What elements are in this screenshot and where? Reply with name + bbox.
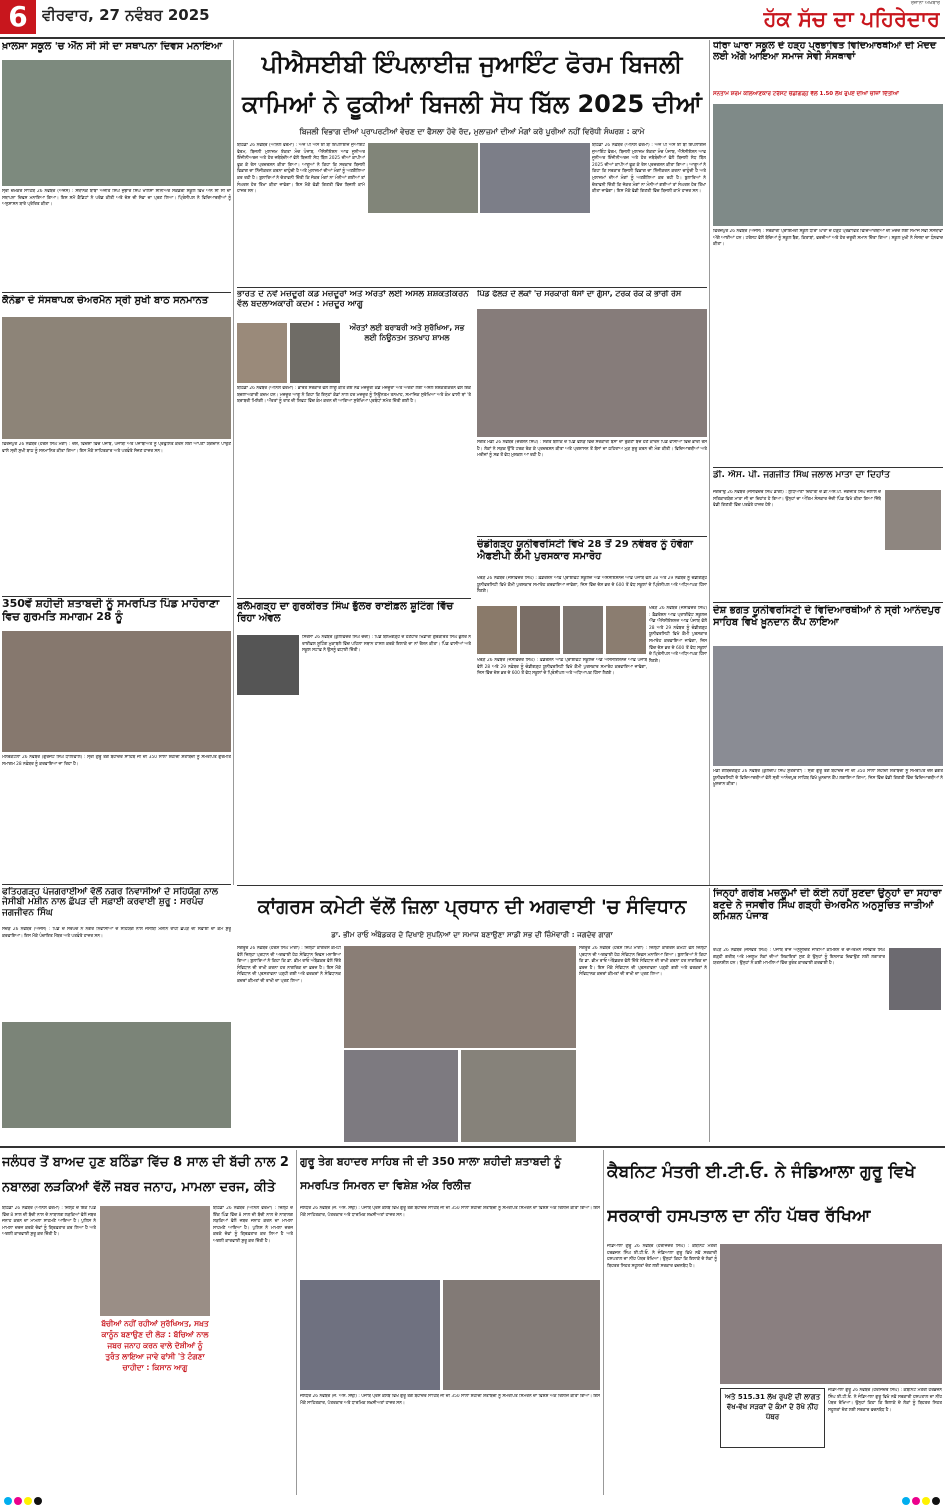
registration-mark-yellow <box>24 1497 32 1505</box>
photo-village-protest <box>477 309 707 437</box>
photo-pond-cleaning <box>2 1022 231 1128</box>
rule <box>0 1146 945 1148</box>
article-body: ਫਿਰੋਜ਼ਪੁਰ 26 ਨਵੰਬਰ (ਐਜੰਸ) : ਸਰਕਾਰੀ ਪ੍ਰਾਇਮਰੀ ਸਕੂਲ ਧੀਰਾ ਘਾਰਾ ਦੇ ਹੜ੍ਹ ਪ੍ਰਭਾਵਿਤ ਵਿਦਿਆਰਥੀਆਂ ਦੀ ਮਦਦ ਲਈ ਸਮਾਜ ਸੇਵੀ ਸੰਸਥਾਵਾਂ ਅੱਗੇ ਆਈਆਂ ਹਨ। ਟਰੱਸਟ ਵੱਲੋਂ ਬੱਚਿਆਂ ਨੂੰ ਸਕੂਲ ਬੈਗ, ਕਿਤਾਬਾਂ, ਵਰਦੀਆਂ ਅਤੇ ਹੋਰ ਜ਼ਰੂਰੀ ਸਮਾਨ ਦਿੱਤਾ ਗਿਆ। ਸਕੂਲ ਮੁਖੀ ਨੇ ਸੰਸਥਾ ਦਾ ਧੰਨਵਾਦ ਕੀਤਾ। <box>713 229 943 248</box>
brand-tag: ਰੋਜ਼ਾਨਾ ਅਖ਼ਬਾਰ <box>910 0 940 6</box>
photo-shooter <box>237 635 299 695</box>
headline: ਦੇਸ਼ ਭਗਤ ਯੂਨੀਵਰਸਿਟੀ ਦੇ ਵਿਦਿਆਰਥੀਆਂ ਨੇ ਸ੍ਰੀ ਆਨੰਦਪੁਰ ਸਾਹਿਬ ਵਿਖੇ ਖ਼ੂਨਦਾਨ ਕੈਂਪ ਲਾਇਆ <box>713 605 941 628</box>
headline: ਪਿੰਡ ਫੱਲੜ ਦੇ ਲੋਕਾਂ 'ਚ ਸਰਕਾਰੀ ਥੱਸਾਂ ਦਾ ਗੁੱਸਾ, ਟਰਕ ਰੋਕ ਕੇ ਭਾਰੀ ਰੋਸ <box>477 290 682 298</box>
headline: ਕਾਂਗਰਸ ਕਮੇਟੀ ਵੱਲੋਂ ਜ਼ਿਲਾ ਪ੍ਰਧਾਨ ਦੀ ਅਗਵਾਈ 'ਚ ਸੰਵਿਧਾਨ <box>257 896 687 918</box>
headline: ਖ਼ਾਲਸਾ ਸਕੂਲ 'ਚ ਐੱਨ ਸੀ ਸੀ ਦਾ ਸਥਾਪਨਾ ਦਿਵਸ ਮਨਾਇਆ <box>2 41 222 52</box>
photo-foundation-stone <box>720 1244 942 1384</box>
photo-congress-workers <box>344 1050 458 1142</box>
column-divider <box>709 888 710 1142</box>
photo-chairman-portrait <box>889 948 941 1010</box>
photo-portrait-leader <box>290 323 340 383</box>
photo-employees-protest <box>368 143 478 213</box>
photo-bill-burning <box>480 143 590 213</box>
registration-mark-magenta <box>912 1497 920 1505</box>
photo-honour-ceremony <box>2 317 231 439</box>
headline: ਕੈਬਨਿਟ ਮੰਤਰੀ ਈ.ਟੀ.ਓ. ਨੇ ਜੰਡਿਆਲਾ ਗੁਰੂ ਵਿਖੇ ਸਰਕਾਰੀ ਹਸਪਤਾਲ ਦਾ ਨੀਂਹ ਪੱਥਰ ਰੱਖਿਆ <box>607 1162 916 1226</box>
pull-quote: ਔਰਤਾਂ ਲਈ ਬਰਾਬਰੀ ਅਤੇ ਸੁਰੱਖਿਆ, ਸਭ ਲਈ ਨਿਊਨਤਮ ਤਨਖਾਹ ਸ਼ਾਮਲ <box>349 323 465 342</box>
registration-mark-black <box>932 1497 940 1505</box>
column-divider <box>296 1150 297 1495</box>
column-divider <box>603 1150 604 1495</box>
article-body: ਬਠਿੰਡਾ 26 ਨਵੰਬਰ (ਅਨਿਲ ਵਰਮਾ) : ਜ਼ਿਲ੍ਹੇ ਦੇ ਇੱਕ ਪਿੰਡ ਵਿੱਚ 8 ਸਾਲ ਦੀ ਬੱਚੀ ਨਾਲ ਦੋ ਨਾਬਾਲਗ ਲੜਕਿਆਂ ਵੱਲੋਂ ਜਬਰ ਜਨਾਹ ਕਰਨ ਦਾ ਮਾਮਲਾ ਸਾਹਮਣੇ ਆਇਆ ਹੈ। ਪੁਲਿਸ ਨੇ ਮਾਮਲਾ ਦਰਜ ਕਰਕੇ ਦੋਵਾਂ ਨੂੰ ਗ੍ਰਿਫ਼ਤਾਰ ਕਰ ਲਿਆ ਹੈ ਅਤੇ ਅਗਲੀ ਕਾਰਵਾਈ ਸ਼ੁਰੂ ਕਰ ਦਿੱਤੀ ਹੈ। <box>213 1206 293 1244</box>
article-body: ਜਗਰਾਉਂ 26 ਨਵੰਬਰ (ਜਸਵਿੰਦਰ ਸਿੰਘ ਡਾਂਗੀ) : ਲੁਧਿਆਣਾ ਦਿਹਾਤੀ ਦੇ ਡੀ.ਐਸ.ਪੀ. ਜਗਜੀਤ ਸਿੰਘ ਜਲਾਲ ਦੇ ਸਤਿਕਾਰਯੋਗ ਮਾਤਾ ਜੀ ਦਾ ਦਿਹਾਂਤ ਹੋ ਗਿਆ। ਉਨ੍ਹਾਂ ਦਾ ਅੰਤਿਮ ਸੰਸਕਾਰ ਜੱਦੀ ਪਿੰਡ ਵਿਖੇ ਕੀਤਾ ਗਿਆ ਜਿੱਥੇ ਵੱਡੀ ਗਿਣਤੀ ਵਿੱਚ ਪਤਵੰਤੇ ਹਾਜ਼ਰ ਹੋਏ। <box>713 490 881 509</box>
subhead: ਸਨਤਾਮ ਸ਼ਰਮ ਕਲਿਆਣਕਾਰ ਟਰੱਸਟ ਚੰਡੀਗੜ੍ਹ ਵੱਲੋਂ 1.50 ਲੱਖ ਰੁਪਏ ਦੀਆਂ ਚੀਜ਼ਾਂ ਦਿੱਤੀਆਂ <box>713 91 899 97</box>
headline: ਧੀਰਾ ਘਾਰਾ ਸਕੂਲ ਦੇ ਹੜ੍ਹ ਪ੍ਰਭਾਵਿਤ ਵਿਦਿਆਰਥੀਆਂ ਦੀ ਮੱਦਦ ਲਈ ਅੱਗੇ ਆਇਆ ਸਮਾਜ ਸੇਵੀ ਸੰਸਥਾਵਾਂ <box>713 41 937 62</box>
registration-mark-black <box>34 1497 42 1505</box>
article-body: ਮੰਡੀ ਗੋਬਿੰਦਗੜ੍ਹ 26 ਨਵੰਬਰ (ਕੁਲਦੀਪ ਸਿੰਘ ਸ਼ੁਤਰਾਣਾ) : ਸ੍ਰੀ ਗੁਰੂ ਤੇਗ ਬਹਾਦਰ ਜੀ ਦੀ 350 ਸਾਲਾ ਸ਼ਹੀਦੀ ਸ਼ਤਾਬਦੀ ਨੂੰ ਸਮਰਪਿਤ ਦੇਸ਼ ਭਗਤ ਯੂਨੀਵਰਸਿਟੀ ਦੇ ਵਿਦਿਆਰਥੀਆਂ ਵੱਲੋਂ ਸ੍ਰੀ ਆਨੰਦਪੁਰ ਸਾਹਿਬ ਵਿਖੇ ਖ਼ੂਨਦਾਨ ਕੈਂਪ ਲਗਾਇਆ ਗਿਆ, ਜਿਸ ਵਿੱਚ ਵੱਡੀ ਗਿਣਤੀ ਵਿੱਚ ਵਿਦਿਆਰਥੀਆਂ ਨੇ ਖ਼ੂਨਦਾਨ ਕੀਤਾ। <box>713 769 943 788</box>
headline: ਬਲੱਮਗੜ੍ਹ ਦਾ ਗੁਰਕੀਰਤ ਸਿੰਘ ਭੁੱਲਰ ਰਾਈਫ਼ਲ ਸ਼ੂਟਿੰਗ ਵਿੱਚ ਰਿਹਾ ਅੱਵਲ <box>237 601 454 624</box>
article-body: ਬਠਿੰਡਾ 26 ਨਵੰਬਰ (ਅਨਿਲ ਵਰਮਾ) : ਭਾਰਤ ਸਰਕਾਰ ਵੱਲੋਂ ਲਾਗੂ ਕੀਤੇ ਗਏ ਨਵੇਂ ਮਜ਼ਦੂਰੀ ਕੋਡ ਮਜ਼ਦੂਰਾਂ ਅਤੇ ਔਰਤਾਂ ਲਈ ਅਸਲ ਸ਼ਸ਼ਕਤੀਕਰਨ ਵੱਲ ਇੱਕ ਬਦਲਾਅਕਾਰੀ ਕਦਮ ਹਨ। ਮਜ਼ਦੂਰ ਆਗੂ ਨੇ ਕਿਹਾ ਕਿ ਇਨ੍ਹਾਂ ਕੋਡਾਂ ਨਾਲ ਹਰ ਮਜ਼ਦੂਰ ਨੂੰ ਨਿਊਨਤਮ ਤਨਖਾਹ, ਸਮਾਜਿਕ ਸੁਰੱਖਿਆ ਅਤੇ ਕੰਮ ਵਾਲੀ ਥਾਂ 'ਤੇ ਬਰਾਬਰੀ ਮਿਲੇਗੀ। ਔਰਤਾਂ ਨੂੰ ਰਾਤ ਦੀ ਸ਼ਿਫਟ ਵਿੱਚ ਕੰਮ ਕਰਨ ਦੀ ਆਗਿਆ ਸੁਰੱਖਿਆ ਪ੍ਰਬੰਧਾਂ ਸਮੇਤ ਦਿੱਤੀ ਗਈ ਹੈ। <box>237 386 471 405</box>
article-body: ਖਰੜ 26 ਨਵੰਬਰ (ਜਸਵਿੰਦਰ ਸਿੰਘ) : ਫ਼ੈਡਰੇਸ਼ਨ ਆਫ਼ ਪ੍ਰਾਈਵੇਟ ਸਕੂਲਜ਼ ਐਂਡ ਐਸੋਸੀਏਸ਼ਨਜ਼ ਆਫ਼ ਪੰਜਾਬ ਵੱਲੋਂ 28 ਅਤੇ 29 ਨਵੰਬਰ ਨੂੰ ਚੰਡੀਗੜ੍ਹ ਯੂਨੀਵਰਸਿਟੀ ਵਿਖੇ ਕੌਮੀ ਪੁਰਸਕਾਰ ਸਮਾਰੋਹ ਕਰਵਾਇਆ ਜਾਵੇਗਾ, ਜਿਸ ਵਿੱਚ ਦੇਸ਼ ਭਰ ਦੇ 600 ਤੋਂ ਵੱਧ ਸਕੂਲਾਂ ਦੇ ਪ੍ਰਿੰਸੀਪਲ ਅਤੇ ਅਧਿਆਪਕ ਹਿੱਸਾ ਲੈਣਗੇ। <box>477 658 647 677</box>
article-body: ਜੰਡਿਆਲਾ ਗੁਰੂ 26 ਨਵੰਬਰ (ਹਰਜਿੰਦਰ ਸਿੰਘ) : ਕੈਬਨਿਟ ਮੰਤਰੀ ਹਰਭਜਨ ਸਿੰਘ ਈ.ਟੀ.ਓ. ਨੇ ਜੰਡਿਆਲਾ ਗੁਰੂ ਵਿਖੇ ਨਵੇਂ ਸਰਕਾਰੀ ਹਸਪਤਾਲ ਦਾ ਨੀਂਹ ਪੱਥਰ ਰੱਖਿਆ। ਉਨ੍ਹਾਂ ਕਿਹਾ ਕਿ ਇਲਾਕੇ ਦੇ ਲੋਕਾਂ ਨੂੰ ਬਿਹਤਰ ਸਿਹਤ ਸਹੂਲਤਾਂ ਦੇਣ ਲਈ ਸਰਕਾਰ ਵਚਨਬੱਧ ਹੈ। <box>828 1388 942 1413</box>
lead-headline: ਪੀਐਸਈਬੀ ਇੰਪਲਾਈਜ਼ ਜੁਆਇੰਟ ਫੋਰਮ ਬਿਜਲੀ ਕਾਮਿਆਂ ਨੇ ਫੂਕੀਆਂ ਬਿਜਲੀ ਸੋਧ ਬਿੱਲ 2025 ਦੀਆਂ <box>242 50 702 118</box>
lead-subhead: ਬਿਜਲੀ ਵਿਭਾਗ ਦੀਆਂ ਪ੍ਰਾਪਰਟੀਆਂ ਵੇਚਣ ਦਾ ਫੈਸਲਾ ਹੋਵੇ ਰੱਦ, ਮੁਲਾਜ਼ਮਾਂ ਦੀਆਂ ਮੰਗਾਂ ਕਰੋ ਪੂਰੀਆਂ ਨਹੀਂ ਵਿਰੋਧੀ ਸੰਘਰਸ਼ : ਕਾਮੇ <box>299 127 645 136</box>
article-body: ਖਰੜ 26 ਨਵੰਬਰ (ਜਸਵਿੰਦਰ ਸਿੰਘ) : ਫ਼ੈਡਰੇਸ਼ਨ ਆਫ਼ ਪ੍ਰਾਈਵੇਟ ਸਕੂਲਜ਼ ਐਂਡ ਐਸੋਸੀਏਸ਼ਨਜ਼ ਆਫ਼ ਪੰਜਾਬ ਵੱਲੋਂ 28 ਅਤੇ 29 ਨਵੰਬਰ ਨੂੰ ਚੰਡੀਗੜ੍ਹ ਯੂਨੀਵਰਸਿਟੀ ਵਿਖੇ ਕੌਮੀ ਪੁਰਸਕਾਰ ਸਮਾਰੋਹ ਕਰਵਾਇਆ ਜਾਵੇਗਾ, ਜਿਸ ਵਿੱਚ ਦੇਸ਼ ਭਰ ਦੇ 600 ਤੋਂ ਵੱਧ ਸਕੂਲਾਂ ਦੇ ਪ੍ਰਿੰਸੀਪਲ ਅਤੇ ਅਧਿਆਪਕ ਹਿੱਸਾ ਲੈਣਗੇ। <box>477 576 707 595</box>
article-body: ਬਠਿੰਡਾ 26 ਨਵੰਬਰ (ਅਨਿਲ ਵਰਮਾ) : ਅੱਜ ਪੀ ਐਸ ਈ ਬੀ ਇੰਪਲਾਈਜ਼ ਜੁਆਇੰਟ ਫੋਰਮ, ਬਿਜਲੀ ਮੁਲਾਜ਼ਮ ਏਕਤਾ ਮੰਚ ਪੰਜਾਬ, ਐਸੋਸੀਏਸ਼ਨ ਆਫ ਜੂਨੀਅਰ ਇੰਜੀਨੀਅਰਜ਼ ਅਤੇ ਹੋਰ ਜਥੇਬੰਦੀਆਂ ਵੱਲੋਂ ਬਿਜਲੀ ਸੋਧ ਬਿੱਲ 2025 ਦੀਆਂ ਕਾਪੀਆਂ ਫੂਕ ਕੇ ਰੋਸ ਪ੍ਰਦਰਸ਼ਨ ਕੀਤਾ ਗਿਆ। ਆਗੂਆਂ ਨੇ ਕਿਹਾ ਕਿ ਸਰਕਾਰ ਬਿਜਲੀ ਵਿਭਾਗ ਦਾ ਨਿੱਜੀਕਰਨ ਕਰਨਾ ਚਾਹੁੰਦੀ ਹੈ ਅਤੇ ਮੁਲਾਜ਼ਮਾਂ ਦੀਆਂ ਮੰਗਾਂ ਨੂੰ ਅਣਗੌਲਿਆ ਕਰ ਰਹੀ ਹੈ। ਬੁਲਾਰਿਆਂ ਨੇ ਚੇਤਾਵਨੀ ਦਿੱਤੀ ਕਿ ਜੇਕਰ ਮੰਗਾਂ ਨਾ ਮੰਨੀਆਂ ਗਈਆਂ ਤਾਂ ਸੰਘਰਸ਼ ਹੋਰ ਤਿੱਖਾ ਕੀਤਾ ਜਾਵੇਗਾ। ਇਸ ਮੌਕੇ ਵੱਡੀ ਗਿਣਤੀ ਵਿੱਚ ਬਿਜਲੀ ਕਾਮੇ ਹਾਜ਼ਰ ਸਨ। <box>237 143 365 195</box>
article-body: ਜਲੰਧਰ 26 ਨਵੰਬਰ (ਜੇ. ਐਸ. ਸੋਢੀ) : ਪੰਜਾਬ ਪ੍ਰੈਸ ਕਲੱਬ ਵਿਖੇ ਗੁਰੂ ਤੇਗ ਬਹਾਦਰ ਸਾਹਿਬ ਜੀ ਦੀ 350 ਸਾਲਾ ਸ਼ਹੀਦੀ ਸ਼ਤਾਬਦੀ ਨੂੰ ਸਮਰਪਿਤ ਸਿਮਰਨ ਦਾ ਵਿਸ਼ੇਸ਼ ਅੰਕ ਰਿਲੀਜ਼ ਕੀਤਾ ਗਿਆ। ਇਸ ਮੌਕੇ ਸਾਹਿਤਕਾਰ, ਪੱਤਰਕਾਰ ਅਤੇ ਧਾਰਮਿਕ ਸ਼ਖ਼ਸੀਅਤਾਂ ਹਾਜ਼ਰ ਸਨ। <box>300 1394 600 1406</box>
rule <box>713 467 943 468</box>
article-body: ਰੋਪੜ 26 ਨਵੰਬਰ (ਜਸਵੰਤ ਸਿੰਘ) : ਪੰਜਾਬ ਰਾਜ ਅਨੁਸੂਚਿਤ ਜਾਤੀਆਂ ਕਮਿਸ਼ਨ ਦੇ ਚੇਅਰਮੈਨ ਜਸਵੀਰ ਸਿੰਘ ਗੜ੍ਹੀ ਗਰੀਬ ਅਤੇ ਮਜ਼ਲੂਮ ਲੋਕਾਂ ਦੀਆਂ ਸ਼ਿਕਾਇਤਾਂ ਸੁਣ ਕੇ ਉਨ੍ਹਾਂ ਨੂੰ ਇਨਸਾਫ਼ ਦਿਵਾਉਣ ਲਈ ਲਗਾਤਾਰ ਯਤਨਸ਼ੀਲ ਹਨ। ਉਨ੍ਹਾਂ ਨੇ ਕਈ ਮਾਮਲਿਆਂ ਵਿੱਚ ਤੁਰੰਤ ਕਾਰਵਾਈ ਕਰਵਾਈ ਹੈ। <box>713 948 885 967</box>
article-body: ਮਲੇਰਕੋਟਲਾ 26 ਨਵੰਬਰ (ਗੁਰਜੰਟ ਸਿੰਘ ਧਾਲੀਵਾਲ) : ਸ੍ਰੀ ਗੁਰੂ ਤੇਗ ਬਹਾਦਰ ਸਾਹਿਬ ਜੀ ਦੀ 350 ਸਾਲਾ ਸ਼ਹੀਦੀ ਸ਼ਤਾਬਦੀ ਨੂੰ ਸਮਰਪਿਤ ਗੁਰਮਤਿ ਸਮਾਗਮ 28 ਨਵੰਬਰ ਨੂੰ ਕਰਵਾਇਆ ਜਾ ਰਿਹਾ ਹੈ। <box>2 755 231 767</box>
article-body: ਫਿਰੋਜ਼ਪੁਰ 26 ਨਵੰਬਰ (ਹਰਸ਼ ਸਿੰਘ ਮੋਂਗਾ) : ਦੇਸ਼, ਵਿਦੇਸ਼ਾਂ ਵਿੱਚ ਪੰਜਾਬ, ਪੰਜਾਬੀ ਅਤੇ ਪੰਜਾਬੀਅਤ ਨੂੰ ਪ੍ਰਫੁੱਲਿਤ ਕਰਨ ਲਈ ਆਪਣਾ ਯੋਗਦਾਨ ਪਾਉਣ ਵਾਲੇ ਸ੍ਰੀ ਸੁਖੀ ਬਾਠ ਨੂੰ ਸਨਮਾਨਿਤ ਕੀਤਾ ਗਿਆ। ਇਸ ਮੌਕੇ ਸਾਹਿਤਕਾਰ ਅਤੇ ਪਤਵੰਤੇ ਸੱਜਣ ਹਾਜ਼ਰ ਸਨ। <box>2 442 231 454</box>
rule <box>2 292 231 293</box>
photo-students-help <box>713 104 943 226</box>
photo-obituary-portrait <box>885 490 941 550</box>
article-body: ਸੰਗਰੂਰ 26 ਨਵੰਬਰ (ਹਰਸ਼ ਸਿੰਘ ਮਾਂਗਾ) : ਜ਼ਿਲ੍ਹਾ ਕਾਂਗਰਸ ਕਮੇਟੀ ਵੱਲੋਂ ਜ਼ਿਲ੍ਹਾ ਪ੍ਰਧਾਨ ਦੀ ਅਗਵਾਈ ਹੇਠ ਸੰਵਿਧਾਨ ਦਿਵਸ ਮਨਾਇਆ ਗਿਆ। ਬੁਲਾਰਿਆਂ ਨੇ ਕਿਹਾ ਕਿ ਡਾ. ਭੀਮ ਰਾਓ ਅੰਬੇਡਕਰ ਵੱਲੋਂ ਦਿੱਤੇ ਸੰਵਿਧਾਨ ਦੀ ਰਾਖੀ ਕਰਨਾ ਹਰ ਨਾਗਰਿਕ ਦਾ ਫ਼ਰਜ਼ ਹੈ। ਇਸ ਮੌਕੇ ਸੰਵਿਧਾਨ ਦੀ ਪ੍ਰਸਤਾਵਨਾ ਪੜ੍ਹੀ ਗਈ ਅਤੇ ਵਰਕਰਾਂ ਨੇ ਸੰਵਿਧਾਨਕ ਕਦਰਾਂ ਕੀਮਤਾਂ ਦੀ ਰਾਖੀ ਦਾ ਪ੍ਰਣ ਲਿਆ। <box>579 946 707 978</box>
registration-mark-cyan <box>4 1497 12 1505</box>
photo-blood-donation <box>713 646 943 766</box>
article-body: ਜੰਡਿਆਲਾ ਗੁਰੂ 26 ਨਵੰਬਰ (ਹਰਜਿੰਦਰ ਸਿੰਘ) : ਕੈਬਨਿਟ ਮੰਤਰੀ ਹਰਭਜਨ ਸਿੰਘ ਈ.ਟੀ.ਓ. ਨੇ ਜੰਡਿਆਲਾ ਗੁਰੂ ਵਿਖੇ ਨਵੇਂ ਸਰਕਾਰੀ ਹਸਪਤਾਲ ਦਾ ਨੀਂਹ ਪੱਥਰ ਰੱਖਿਆ। ਉਨ੍ਹਾਂ ਕਿਹਾ ਕਿ ਇਲਾਕੇ ਦੇ ਲੋਕਾਂ ਨੂੰ ਬਿਹਤਰ ਸਿਹਤ ਸਹੂਲਤਾਂ ਦੇਣ ਲਈ ਸਰਕਾਰ ਵਚਨਬੱਧ ਹੈ। <box>607 1244 717 1269</box>
photo-magazine-release <box>300 1280 440 1390</box>
article-body: ਜਲੰਧਰ 26 ਨਵੰਬਰ (ਜੇ. ਐਸ. ਸੋਢੀ) : ਪੰਜਾਬ ਪ੍ਰੈਸ ਕਲੱਬ ਵਿਖੇ ਗੁਰੂ ਤੇਗ ਬਹਾਦਰ ਸਾਹਿਬ ਜੀ ਦੀ 350 ਸਾਲਾ ਸ਼ਹੀਦੀ ਸ਼ਤਾਬਦੀ ਨੂੰ ਸਮਰਪਿਤ ਸਿਮਰਨ ਦਾ ਵਿਸ਼ੇਸ਼ ਅੰਕ ਰਿਲੀਜ਼ ਕੀਤਾ ਗਿਆ। ਇਸ ਮੌਕੇ ਸਾਹਿਤਕਾਰ, ਪੱਤਰਕਾਰ ਅਤੇ ਧਾਰਮਿਕ ਸ਼ਖ਼ਸੀਅਤਾਂ ਹਾਜ਼ਰ ਸਨ। <box>300 1206 600 1218</box>
headline: ਭਾਰਤ ਦੇ ਨਵੇਂ ਮਜ਼ਦੂਰੀ ਕੋਡ ਮਜ਼ਦੂਰਾਂ ਅਤੇ ਔਰਤਾਂ ਲਈ ਅਸਲ ਸ਼ਸ਼ਕਤੀਕਰਨ ਵੱਲ ਬਦਲਾਅਕਾਰੀ ਕਦਮ : ਮਜ਼ਦੂਰ ਆਗੂ <box>237 290 469 309</box>
article-body: ਬਠਿੰਡਾ 26 ਨਵੰਬਰ (ਅਨਿਲ ਵਰਮਾ) : ਅੱਜ ਪੀ ਐਸ ਈ ਬੀ ਇੰਪਲਾਈਜ਼ ਜੁਆਇੰਟ ਫੋਰਮ, ਬਿਜਲੀ ਮੁਲਾਜ਼ਮ ਏਕਤਾ ਮੰਚ ਪੰਜਾਬ, ਐਸੋਸੀਏਸ਼ਨ ਆਫ ਜੂਨੀਅਰ ਇੰਜੀਨੀਅਰਜ਼ ਅਤੇ ਹੋਰ ਜਥੇਬੰਦੀਆਂ ਵੱਲੋਂ ਬਿਜਲੀ ਸੋਧ ਬਿੱਲ 2025 ਦੀਆਂ ਕਾਪੀਆਂ ਫੂਕ ਕੇ ਰੋਸ ਪ੍ਰਦਰਸ਼ਨ ਕੀਤਾ ਗਿਆ। ਆਗੂਆਂ ਨੇ ਕਿਹਾ ਕਿ ਸਰਕਾਰ ਬਿਜਲੀ ਵਿਭਾਗ ਦਾ ਨਿੱਜੀਕਰਨ ਕਰਨਾ ਚਾਹੁੰਦੀ ਹੈ ਅਤੇ ਮੁਲਾਜ਼ਮਾਂ ਦੀਆਂ ਮੰਗਾਂ ਨੂੰ ਅਣਗੌਲਿਆ ਕਰ ਰਹੀ ਹੈ। ਬੁਲਾਰਿਆਂ ਨੇ ਚੇਤਾਵਨੀ ਦਿੱਤੀ ਕਿ ਜੇਕਰ ਮੰਗਾਂ ਨਾ ਮੰਨੀਆਂ ਗਈਆਂ ਤਾਂ ਸੰਘਰਸ਼ ਹੋਰ ਤਿੱਖਾ ਕੀਤਾ ਜਾਵੇਗਾ। ਇਸ ਮੌਕੇ ਵੱਡੀ ਗਿਣਤੀ ਵਿੱਚ ਬਿਜਲੀ ਕਾਮੇ ਹਾਜ਼ਰ ਸਨ। <box>592 143 706 195</box>
rule <box>237 287 707 288</box>
headline: ਗੁਰੂ ਤੇਗ ਬਹਾਦਰ ਸਾਹਿਬ ਜੀ ਦੀ 350 ਸਾਲਾ ਸ਼ਹੀਦੀ ਸ਼ਤਾਬਦੀ ਨੂੰ ਸਮਰਪਿਤ ਸਿਮਰਨ ਦਾ ਵਿਸ਼ੇਸ਼ ਅੰਕ ਰਿਲੀਜ਼ <box>300 1155 562 1192</box>
headline: ਕੈਨੇਡਾ ਦੇ ਸੰਸਥਾਪਕ ਚੇਅਰਮੈਨ ਸ੍ਰੀ ਸੁਖੀ ਬਾਠ ਸਨਮਾਨਤ <box>2 295 209 306</box>
photo-release-event <box>443 1280 600 1390</box>
photo-portrait-2 <box>520 606 560 654</box>
photo-portrait-3 <box>563 606 603 654</box>
rule <box>237 885 943 886</box>
header-rule <box>0 37 945 39</box>
info-box: ਅਤੇ 515.31 ਲੱਖ ਰੁਪਏ ਦੀ ਲਾਗਤ ਵੱਖ-ਵੱਖ ਸੜਕਾਂ ਦੇ ਕੰਮਾਂ ਦੇ ਰੱਖੇ ਨੀਂਹ ਪੱਥਰ <box>720 1388 825 1448</box>
article-body: ਖਰੜ 26 ਨਵੰਬਰ (ਜਸਵਿੰਦਰ ਸਿੰਘ) : ਫ਼ੈਡਰੇਸ਼ਨ ਆਫ਼ ਪ੍ਰਾਈਵੇਟ ਸਕੂਲਜ਼ ਐਂਡ ਐਸੋਸੀਏਸ਼ਨਜ਼ ਆਫ਼ ਪੰਜਾਬ ਵੱਲੋਂ 28 ਅਤੇ 29 ਨਵੰਬਰ ਨੂੰ ਚੰਡੀਗੜ੍ਹ ਯੂਨੀਵਰਸਿਟੀ ਵਿਖੇ ਕੌਮੀ ਪੁਰਸਕਾਰ ਸਮਾਰੋਹ ਕਰਵਾਇਆ ਜਾਵੇਗਾ, ਜਿਸ ਵਿੱਚ ਦੇਸ਼ ਭਰ ਦੇ 600 ਤੋਂ ਵੱਧ ਸਕੂਲਾਂ ਦੇ ਪ੍ਰਿੰਸੀਪਲ ਅਤੇ ਅਧਿਆਪਕ ਹਿੱਸਾ ਲੈਣਗੇ। <box>649 606 707 664</box>
photo-portrait-1 <box>477 606 517 654</box>
page-number: 6 <box>0 0 36 34</box>
newspaper-name: ਹੱਕ ਸੱਚ ਦਾ ਪਹਿਰੇਦਾਰ <box>763 6 940 31</box>
article-body: ਸ੍ਰੀ ਚਮਕੌਰ ਸਾਹਿਬ 26 ਨਵੰਬਰ (ਐਜੰਸ) : ਸਥਾਨਕ ਬਾਬਾ ਅਜੀਤ ਸਿੰਘ ਜੁਝਾਰ ਸਿੰਘ ਖਾਲਸਾ ਸੀਨੀਅਰ ਸੈਕੰਡਰੀ ਸਕੂਲ ਵਿਖੇ ਐਨ ਸੀ ਸੀ ਦਾ ਸਥਾਪਨਾ ਦਿਵਸ ਮਨਾਇਆ ਗਿਆ। ਇਸ ਸਮੇਂ ਕੈਡਿਟਾਂ ਨੇ ਪਰੇਡ ਕੀਤੀ ਅਤੇ ਦੇਸ਼ ਦੀ ਸੇਵਾ ਦਾ ਪ੍ਰਣ ਲਿਆ। ਪ੍ਰਿੰਸੀਪਲ ਨੇ ਵਿਦਿਆਰਥੀਆਂ ਨੂੰ ਅਨੁਸ਼ਾਸਨ ਬਾਰੇ ਪ੍ਰੇਰਿਤ ਕੀਤਾ। <box>2 189 231 208</box>
photo-gurmat-samagam <box>2 631 231 752</box>
rule <box>477 536 707 537</box>
issue-date: ਵੀਰਵਾਰ, 27 ਨਵੰਬਰ 2025 <box>42 6 210 24</box>
pull-quote: ਬੱਚੀਆਂ ਨਹੀਂ ਰਹੀਆਂ ਸੁਰੱਖਿਅਤ, ਸਖ਼ਤ ਕਾਨੂੰਨ ਬਣਾਉਣ ਦੀ ਲੋੜ : ਬੱਚਿਆਂ ਨਾਲ ਜਬਰ ਜਨਾਹ ਕਰਨ ਵਾਲੇ ਦੋਸ਼ੀਆਂ ਨੂੰ ਤੁਰੰਤ ਲਾਇਆ ਜਾਵੇ ਫਾਂਸੀ 'ਤੇ ਟੰਗਣਾ ਚਾਹੀਦਾ : ਕਿਸਾਨ ਆਗੂ <box>101 1319 209 1372</box>
photo-congress-meeting <box>344 946 576 1048</box>
column-divider <box>233 40 234 885</box>
registration-mark-magenta <box>14 1497 22 1505</box>
headline: ਚੰਡੀਗੜ੍ਹ ਯੂਨੀਵਰਸਿਟੀ ਵਿਖੇ 28 ਤੋਂ 29 ਨਵੰਬਰ ਨੂੰ ਹੋਵੇਗਾ ਐਫਈਪੀ ਕੌਮੀ ਪੁਰਸਕਾਰ ਸਮਾਰੋਹ <box>477 539 693 562</box>
headline: 350ਵੇਂ ਸ਼ਹੀਦੀ ਸ਼ਤਾਬਦੀ ਨੂੰ ਸਮਰਪਿਤ ਪਿੰਡ ਮਾਹੋਰਾਣਾ ਵਿਚ ਗੁਰਮਤਿ ਸਮਾਗਮ 28 ਨੂੰ <box>2 598 220 623</box>
photo-portrait-4 <box>606 606 646 654</box>
article-body: ਸੰਗਰੂਰ 26 ਨਵੰਬਰ (ਹਰਸ਼ ਸਿੰਘ ਮਾਂਗਾ) : ਜ਼ਿਲ੍ਹਾ ਕਾਂਗਰਸ ਕਮੇਟੀ ਵੱਲੋਂ ਜ਼ਿਲ੍ਹਾ ਪ੍ਰਧਾਨ ਦੀ ਅਗਵਾਈ ਹੇਠ ਸੰਵਿਧਾਨ ਦਿਵਸ ਮਨਾਇਆ ਗਿਆ। ਬੁਲਾਰਿਆਂ ਨੇ ਕਿਹਾ ਕਿ ਡਾ. ਭੀਮ ਰਾਓ ਅੰਬੇਡਕਰ ਵੱਲੋਂ ਦਿੱਤੇ ਸੰਵਿਧਾਨ ਦੀ ਰਾਖੀ ਕਰਨਾ ਹਰ ਨਾਗਰਿਕ ਦਾ ਫ਼ਰਜ਼ ਹੈ। ਇਸ ਮੌਕੇ ਸੰਵਿਧਾਨ ਦੀ ਪ੍ਰਸਤਾਵਨਾ ਪੜ੍ਹੀ ਗਈ ਅਤੇ ਵਰਕਰਾਂ ਨੇ ਸੰਵਿਧਾਨਕ ਕਦਰਾਂ ਕੀਮਤਾਂ ਦੀ ਰਾਖੀ ਦਾ ਪ੍ਰਣ ਲਿਆ। <box>237 946 341 984</box>
subhead: ਡਾ. ਭੀਮ ਰਾਓ ਅੰਬੇਡਕਰ ਦੇ ਦਿਖਾਏ ਸੁਪਨਿਆਂ ਦਾ ਸਮਾਜ ਬਣਾਉਣਾ ਸਾਡੀ ਸਭ ਦੀ ਜ਼ਿੰਮੇਵਾਰੀ : ਜਗਦੇਵ ਗਾਗਾ <box>331 930 613 939</box>
rule <box>237 598 471 599</box>
headline: ਜਿਨ੍ਹਾਂ ਗਰੀਬ ਮਜ਼ਲੂਮਾਂ ਦੀ ਕੋਈ ਨਹੀਂ ਸੁਣਦਾ ਉਨ੍ਹਾਂ ਦਾ ਸਹਾਰਾ ਬਣਦੇ ਨੇ ਜਸਵੀਰ ਸਿੰਘ ਗੜ੍ਹੀ ਚੇਅਰਮੈਨ ਅਨੁਸੂਚਿਤ ਜਾਤੀਆਂ ਕਮਿਸ਼ਨ ਪੰਜਾਬ <box>713 888 942 922</box>
photo-illustration <box>100 1206 210 1316</box>
registration-mark-yellow <box>922 1497 930 1505</box>
photo-constitution-day <box>461 1050 576 1142</box>
registration-mark-cyan <box>902 1497 910 1505</box>
article-body: ਸੰਗਤ ਮੰਡੀ 26 ਨਵੰਬਰ (ਦਰਸ਼ਨ ਸਿੰਘ) : ਸੰਗਤ ਬਲਾਕ ਦੇ ਪਿੰਡ ਫੱਲੜ ਵਿੱਚ ਸਰਕਾਰੀ ਬੱਸਾਂ ਦਾ ਰੁਕਣਾ ਬੰਦ ਹੋਣ ਕਾਰਨ ਪਿੰਡ ਵਾਸੀਆਂ ਵਿੱਚ ਭਾਰੀ ਰੋਸ ਹੈ। ਲੋਕਾਂ ਨੇ ਸੜਕ ਉੱਤੇ ਟਰਕ ਰੋਕ ਕੇ ਪ੍ਰਦਰਸ਼ਨ ਕੀਤਾ ਅਤੇ ਪ੍ਰਸ਼ਾਸਨ ਤੋਂ ਬੱਸਾਂ ਦਾ ਠਹਿਰਾਅ ਮੁੜ ਸ਼ੁਰੂ ਕਰਨ ਦੀ ਮੰਗ ਕੀਤੀ। ਵਿਦਿਆਰਥੀਆਂ ਅਤੇ ਮਰੀਜ਼ਾਂ ਨੂੰ ਸਭ ਤੋਂ ਵੱਧ ਮੁਸ਼ਕਲ ਆ ਰਹੀ ਹੈ। <box>477 440 707 459</box>
rule <box>2 596 231 597</box>
article-body: ਬਠਿੰਡਾ 26 ਨਵੰਬਰ (ਅਨਿਲ ਵਰਮਾ) : ਜ਼ਿਲ੍ਹੇ ਦੇ ਇੱਕ ਪਿੰਡ ਵਿੱਚ 8 ਸਾਲ ਦੀ ਬੱਚੀ ਨਾਲ ਦੋ ਨਾਬਾਲਗ ਲੜਕਿਆਂ ਵੱਲੋਂ ਜਬਰ ਜਨਾਹ ਕਰਨ ਦਾ ਮਾਮਲਾ ਸਾਹਮਣੇ ਆਇਆ ਹੈ। ਪੁਲਿਸ ਨੇ ਮਾਮਲਾ ਦਰਜ ਕਰਕੇ ਦੋਵਾਂ ਨੂੰ ਗ੍ਰਿਫ਼ਤਾਰ ਕਰ ਲਿਆ ਹੈ ਅਤੇ ਅਗਲੀ ਕਾਰਵਾਈ ਸ਼ੁਰੂ ਕਰ ਦਿੱਤੀ ਹੈ। <box>2 1206 96 1238</box>
article-body: ਸੰਦੌੜ 26 ਨਵੰਬਰ (ਐਜੰਸ) : ਪਿੰਡ ਦੇ ਸਰਪੰਚ ਨੇ ਨਗਰ ਨਿਵਾਸੀਆਂ ਦੇ ਸਹਿਯੋਗ ਨਾਲ ਜੇਸੀਬੀ ਮਸ਼ੀਨ ਰਾਹੀਂ ਛੱਪੜ ਦੀ ਸਫ਼ਾਈ ਦਾ ਕੰਮ ਸ਼ੁਰੂ ਕਰਵਾਇਆ। ਇਸ ਮੌਕੇ ਪੰਚਾਇਤ ਮੈਂਬਰ ਅਤੇ ਪਤਵੰਤੇ ਹਾਜ਼ਰ ਸਨ। <box>2 927 231 939</box>
headline: ਡੀ. ਐਸ. ਪੀ. ਜਗਜੀਤ ਸਿੰਘ ਜਲਾਲ ਮਾਤਾ ਦਾ ਦਿਹਾਂਤ <box>713 470 890 480</box>
headline: ਫਤਿਹਗੜ੍ਹ ਪੰਜਗਰਾਈਆਂ ਵੱਲੋਂ ਨਗਰ ਨਿਵਾਸੀਆਂ ਦੇ ਸਹਿਯੋਗ ਨਾਲ ਜੇਸੀਬੀ ਮਸ਼ੀਨ ਨਾਲ ਛੱਪੜ ਦੀ ਸਫ਼ਾਈ ਕਰਵਾਈ ਸ਼ੁਰੂ : ਸਰਪੰਚ ਜਗਜੀਵਨ ਸਿੰਘ <box>2 887 218 918</box>
article-body: ਸਿਰਸਾ 26 ਨਵੰਬਰ (ਕੁਲਵਿੰਦਰ ਸਿੰਘ ਚੰਦੀ) : ਪਿੰਡ ਬਲੱਮਗੜ੍ਹ ਦੇ ਹੋਣਹਾਰ ਖਿਡਾਰੀ ਗੁਰਕੀਰਤ ਸਿੰਘ ਭੁੱਲਰ ਨੇ ਰਾਈਫ਼ਲ ਸ਼ੂਟਿੰਗ ਮੁਕਾਬਲੇ ਵਿੱਚ ਪਹਿਲਾ ਸਥਾਨ ਹਾਸਲ ਕਰਕੇ ਇਲਾਕੇ ਦਾ ਨਾਂ ਰੌਸ਼ਨ ਕੀਤਾ। ਪਿੰਡ ਵਾਸੀਆਂ ਅਤੇ ਸਕੂਲ ਸਟਾਫ਼ ਨੇ ਉਸਨੂੰ ਵਧਾਈ ਦਿੱਤੀ। <box>302 635 471 654</box>
column-divider <box>709 40 710 885</box>
photo-portrait-pm <box>237 323 287 383</box>
headline: ਜਲੰਧਰ ਤੋਂ ਬਾਅਦ ਹੁਣ ਬਠਿੰਡਾ ਵਿੱਚ 8 ਸਾਲ ਦੀ ਬੱਚੀ ਨਾਲ 2 ਨਬਾਲਗ ਲੜਕਿਆਂ ਵੱਲੋਂ ਜਬਰ ਜਨਾਹ, ਮਾਮਲਾ ਦਰਜ, ਕੀਤੇ <box>2 1155 289 1195</box>
rule <box>713 602 943 603</box>
photo-ncc-parade <box>2 60 231 186</box>
rule <box>2 884 231 885</box>
